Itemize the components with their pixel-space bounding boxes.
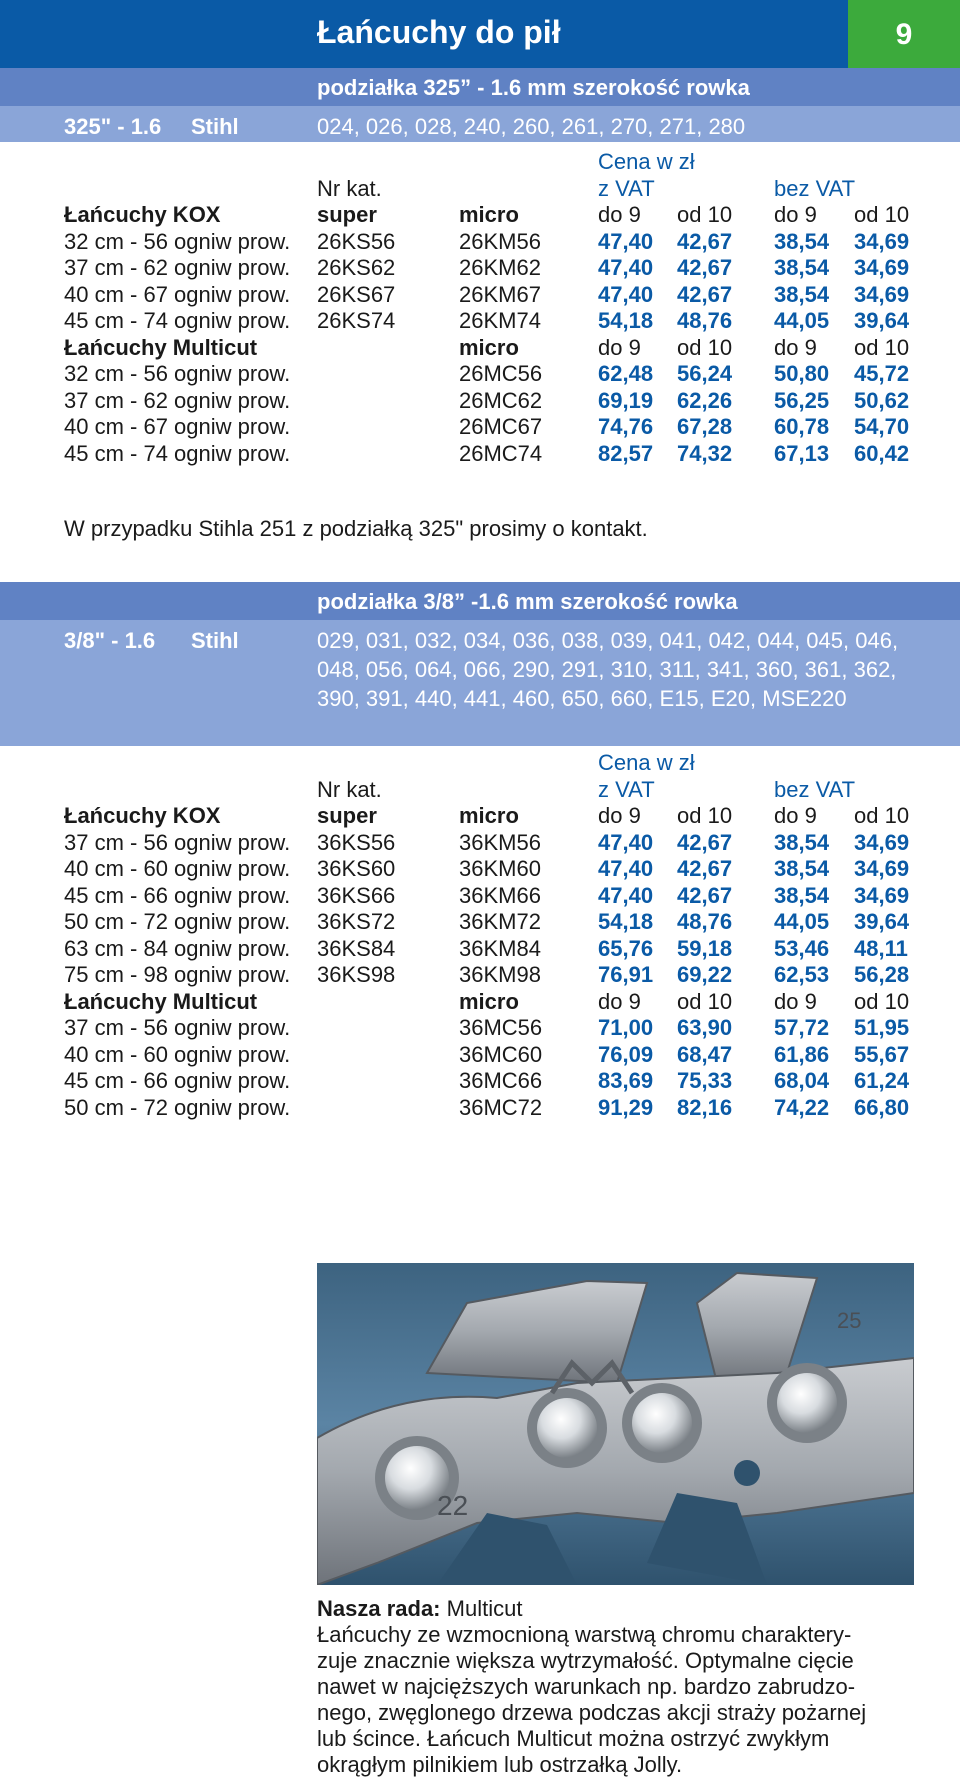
kox-row-price: 53,46 <box>774 935 830 961</box>
advice-topic: Multicut <box>446 1596 523 1621</box>
chain-photo <box>317 1263 914 1585</box>
kox-row-desc: 40 cm - 67 ogniw prow. <box>64 281 291 307</box>
kox-row-micro: 36KM66 <box>459 882 541 908</box>
col-header-od10: od 10 <box>677 803 733 828</box>
kox-row-price: 38,54 <box>774 856 830 881</box>
kox-row-micro: 36KM56 <box>459 829 541 855</box>
col-header-od10: od 10 <box>854 988 910 1014</box>
multicut-row-price: 56,24 <box>677 361 733 386</box>
mark-25: 25 <box>837 1308 862 1333</box>
kox-row-price: 34,69 <box>854 228 910 254</box>
kox-row-price: 34,69 <box>854 829 910 855</box>
multicut-title: Łańcuchy Multicut <box>64 334 258 360</box>
kox-row-desc: 45 cm - 66 ogniw prow. <box>64 882 291 908</box>
kox-row-desc: 63 cm - 84 ogniw prow. <box>64 935 291 961</box>
col-header-do9: do 9 <box>774 988 817 1014</box>
multicut-row-price: 45,72 <box>854 361 910 386</box>
section-1-size-label: 325" - 1.6 <box>64 114 162 139</box>
kox-row-micro: 36KM84 <box>459 935 541 961</box>
kox-row-super: 36KS72 <box>317 909 396 934</box>
kox-row-price: 38,54 <box>774 829 830 855</box>
kox-row-price: 34,69 <box>854 255 910 280</box>
col-header-nr-kat: Nr kat. <box>317 776 382 802</box>
multicut-row-price: 61,24 <box>854 1068 910 1093</box>
multicut-row-price: 62,48 <box>598 361 654 386</box>
multicut-row-price: 67,13 <box>774 440 830 466</box>
section-2-size-label: 3/8" - 1.6 <box>64 628 156 653</box>
kox-row-price: 54,18 <box>598 909 654 934</box>
multicut-row-desc: 40 cm - 60 ogniw prow. <box>64 1041 291 1067</box>
advice-line: lub ścince. Łańcuch Multicut można ostrzyć zwykłym <box>317 1726 830 1751</box>
kox-row-super: 26KS67 <box>317 281 396 307</box>
multicut-row-price: 82,57 <box>598 440 654 466</box>
multicut-row-price: 50,62 <box>854 387 910 413</box>
kox-row-price: 56,28 <box>854 962 910 987</box>
kox-row-price: 39,64 <box>854 909 910 934</box>
multicut-row-micro: 36MC56 <box>459 1015 543 1040</box>
col-header-cena: Cena w zł <box>598 750 695 775</box>
section-1-subtitle-band <box>0 68 960 106</box>
col-header-do9: do 9 <box>774 803 817 828</box>
kox-row-micro: 36KM98 <box>459 962 541 987</box>
section-2-subtitle: podziałka 3/8” -1.6 mm szerokość rowka <box>317 589 738 614</box>
multicut-row-desc: 40 cm - 67 ogniw prow. <box>64 414 291 439</box>
multicut-row-price: 61,86 <box>774 1041 830 1067</box>
multicut-row-price: 60,78 <box>774 414 830 439</box>
col-header-bez-vat: bez VAT <box>774 776 856 802</box>
chain-image <box>317 1263 914 1585</box>
section-1-models-band <box>0 106 960 142</box>
kox-row-price: 48,76 <box>677 308 733 333</box>
kox-row-super: 36KS60 <box>317 856 396 881</box>
kox-row-price: 38,54 <box>774 882 830 908</box>
multicut-row-price: 51,95 <box>854 1015 910 1040</box>
multicut-row-price: 69,19 <box>598 387 654 413</box>
multicut-row-price: 55,67 <box>854 1041 910 1067</box>
col-header-micro: micro <box>459 988 519 1014</box>
kox-row-price: 39,64 <box>854 308 910 333</box>
col-header-cena: Cena w zł <box>598 149 695 174</box>
advice-box <box>317 1596 917 1778</box>
kox-row-micro: 36KM72 <box>459 909 541 934</box>
section-1-models: 024, 026, 028, 240, 260, 261, 270, 271, 280 <box>317 114 746 139</box>
kox-row-micro: 36KM60 <box>459 856 541 881</box>
kox-row-price: 76,91 <box>598 962 654 987</box>
multicut-row-price: 74,32 <box>677 440 733 466</box>
col-header-od10: od 10 <box>677 202 733 227</box>
kox-row-price: 34,69 <box>854 882 910 908</box>
multicut-row-micro: 36MC60 <box>459 1041 543 1067</box>
advice-line: zuje znacznie większa wytrzymałość. Optymalne cięcie <box>317 1648 854 1673</box>
kox-row-desc: 50 cm - 72 ogniw prow. <box>64 909 291 934</box>
kox-row-price: 38,54 <box>774 255 830 280</box>
kox-row-desc: 32 cm - 56 ogniw prow. <box>64 228 291 254</box>
kox-row-price: 44,05 <box>774 909 830 934</box>
kox-row-price: 62,53 <box>774 962 830 987</box>
advice-line: nawet w najcięższych warunkach np. bardzo zabrudzo- <box>317 1674 856 1699</box>
kox-row-price: 38,54 <box>774 228 830 254</box>
kox-row-micro: 26KM67 <box>459 281 541 307</box>
multicut-row-price: 67,28 <box>677 414 733 439</box>
advice-lead: Nasza rada: <box>317 1596 441 1621</box>
kox-row-desc: 45 cm - 74 ogniw prow. <box>64 308 291 333</box>
multicut-row-price: 63,90 <box>677 1015 733 1040</box>
kox-row-desc: 37 cm - 56 ogniw prow. <box>64 829 291 855</box>
section-1-brand: Stihl <box>191 114 239 139</box>
col-header-z-vat: z VAT <box>598 175 655 201</box>
col-header-od10: od 10 <box>854 202 910 227</box>
col-header-super: super <box>317 202 377 227</box>
multicut-row-micro: 26MC67 <box>459 414 543 439</box>
multicut-row-micro: 26MC74 <box>459 440 543 466</box>
kox-row-price: 38,54 <box>774 281 830 307</box>
multicut-row-price: 50,80 <box>774 361 830 386</box>
kox-row-price: 44,05 <box>774 308 830 333</box>
kox-row-price: 59,18 <box>677 935 733 961</box>
col-header-micro: micro <box>459 803 519 828</box>
multicut-row-price: 75,33 <box>677 1068 733 1093</box>
kox-row-super: 36KS98 <box>317 962 396 987</box>
col-header-z-vat: z VAT <box>598 776 655 802</box>
col-header-super: super <box>317 803 377 828</box>
multicut-row-micro: 36MC72 <box>459 1094 543 1120</box>
kox-row-super: 36KS56 <box>317 829 396 855</box>
multicut-row-price: 66,80 <box>854 1094 910 1120</box>
kox-row-super: 36KS66 <box>317 882 396 908</box>
section-2-models: 029, 031, 032, 034, 036, 038, 039, 041, 042, 044, 045, 046, 048, 056, 064, 066, 290, 291, 310, 311, 341, 360, 361, 362, 390, 391, 440, 441, 460, 650, 660, E15, E20, MSE220 <box>317 628 899 711</box>
multicut-row-price: 57,72 <box>774 1015 830 1040</box>
kox-row-price: 47,40 <box>598 829 654 855</box>
section-1-note: W przypadku Stihla 251 z podziałką 325" prosimy o kontakt. <box>64 516 648 541</box>
kox-row-micro: 26KM56 <box>459 228 541 254</box>
multicut-row-price: 74,22 <box>774 1094 830 1120</box>
col-header-do9: do 9 <box>598 803 641 828</box>
multicut-row-price: 76,09 <box>598 1041 654 1067</box>
advice-line: Łańcuchy ze wzmocnioną warstwą chromu charaktery- <box>317 1622 852 1647</box>
col-header-od10: od 10 <box>854 334 910 360</box>
multicut-row-price: 74,76 <box>598 414 654 439</box>
kox-row-price: 69,22 <box>677 962 733 987</box>
kox-row-desc: 40 cm - 60 ogniw prow. <box>64 856 291 881</box>
page-title: Łańcuchy do pił <box>317 14 561 50</box>
kox-row-price: 34,69 <box>854 856 910 881</box>
multicut-row-desc: 37 cm - 62 ogniw prow. <box>64 387 291 413</box>
multicut-row-micro: 26MC56 <box>459 361 543 386</box>
kox-row-price: 47,40 <box>598 228 654 254</box>
multicut-row-price: 62,26 <box>677 387 733 413</box>
kox-row-price: 48,76 <box>677 909 733 934</box>
kox-row-super: 36KS84 <box>317 935 396 961</box>
kox-row-price: 48,11 <box>854 935 908 961</box>
multicut-title: Łańcuchy Multicut <box>64 988 258 1014</box>
advice-line: nego, zwęglonego drzewa podczas akcji straży pożarnej <box>317 1700 867 1725</box>
section-2-subtitle-band <box>0 582 960 620</box>
col-header-do9: do 9 <box>774 334 817 360</box>
multicut-row-price: 56,25 <box>774 387 830 413</box>
kox-title: Łańcuchy KOX <box>64 202 221 227</box>
kox-row-desc: 75 cm - 98 ogniw prow. <box>64 962 291 987</box>
kox-row-price: 47,40 <box>598 255 654 280</box>
section-2-brand: Stihl <box>191 628 239 653</box>
multicut-row-desc: 37 cm - 56 ogniw prow. <box>64 1015 291 1040</box>
multicut-row-desc: 50 cm - 72 ogniw prow. <box>64 1094 291 1120</box>
multicut-row-price: 83,69 <box>598 1068 654 1093</box>
col-header-do9: do 9 <box>774 202 817 227</box>
col-header-od10: od 10 <box>854 803 910 828</box>
multicut-row-micro: 26MC62 <box>459 387 543 413</box>
kox-row-price: 42,67 <box>677 255 733 280</box>
kox-row-price: 54,18 <box>598 308 654 333</box>
multicut-row-desc: 45 cm - 66 ogniw prow. <box>64 1068 291 1093</box>
col-header-micro: micro <box>459 202 519 227</box>
multicut-row-price: 60,42 <box>854 440 910 466</box>
col-header-do9: do 9 <box>598 988 641 1014</box>
kox-row-price: 42,67 <box>677 882 733 908</box>
mark-22: 22 <box>437 1490 469 1521</box>
advice-line: okrągłym pilnikiem lub ostrzałką Jolly. <box>317 1752 683 1777</box>
kox-row-micro: 26KM62 <box>459 255 541 280</box>
kox-row-price: 47,40 <box>598 281 654 307</box>
multicut-row-price: 82,16 <box>677 1094 733 1120</box>
kox-row-super: 26KS62 <box>317 255 396 280</box>
kox-row-price: 47,40 <box>598 856 654 881</box>
kox-row-super: 26KS74 <box>317 308 396 333</box>
kox-row-price: 65,76 <box>598 935 654 961</box>
kox-row-desc: 37 cm - 62 ogniw prow. <box>64 255 291 280</box>
col-header-do9: do 9 <box>598 334 641 360</box>
kox-row-price: 42,67 <box>677 281 733 307</box>
multicut-row-price: 54,70 <box>854 414 910 439</box>
kox-row-price: 42,67 <box>677 856 733 881</box>
col-header-micro: micro <box>459 334 519 360</box>
page-number: 9 <box>848 0 960 68</box>
multicut-row-micro: 36MC66 <box>459 1068 543 1093</box>
section-2-models-band <box>0 620 960 746</box>
col-header-od10: od 10 <box>677 988 733 1014</box>
kox-row-micro: 26KM74 <box>459 308 541 333</box>
col-header-do9: do 9 <box>598 202 641 227</box>
section-1-subtitle: podziałka 325” - 1.6 mm szerokość rowka <box>317 75 750 100</box>
kox-row-price: 42,67 <box>677 829 733 855</box>
advice-heading <box>317 1596 917 1622</box>
kox-row-price: 34,69 <box>854 281 910 307</box>
multicut-row-desc: 32 cm - 56 ogniw prow. <box>64 361 291 386</box>
multicut-row-price: 68,47 <box>677 1041 733 1067</box>
kox-row-super: 26KS56 <box>317 228 396 254</box>
multicut-row-desc: 45 cm - 74 ogniw prow. <box>64 440 291 466</box>
kox-row-price: 47,40 <box>598 882 654 908</box>
col-header-bez-vat: bez VAT <box>774 175 856 201</box>
multicut-row-price: 71,00 <box>598 1015 654 1040</box>
col-header-od10: od 10 <box>677 334 733 360</box>
multicut-row-price: 91,29 <box>598 1094 654 1120</box>
kox-title: Łańcuchy KOX <box>64 803 221 828</box>
col-header-nr-kat: Nr kat. <box>317 175 382 201</box>
kox-row-price: 42,67 <box>677 228 733 254</box>
multicut-row-price: 68,04 <box>774 1068 830 1093</box>
